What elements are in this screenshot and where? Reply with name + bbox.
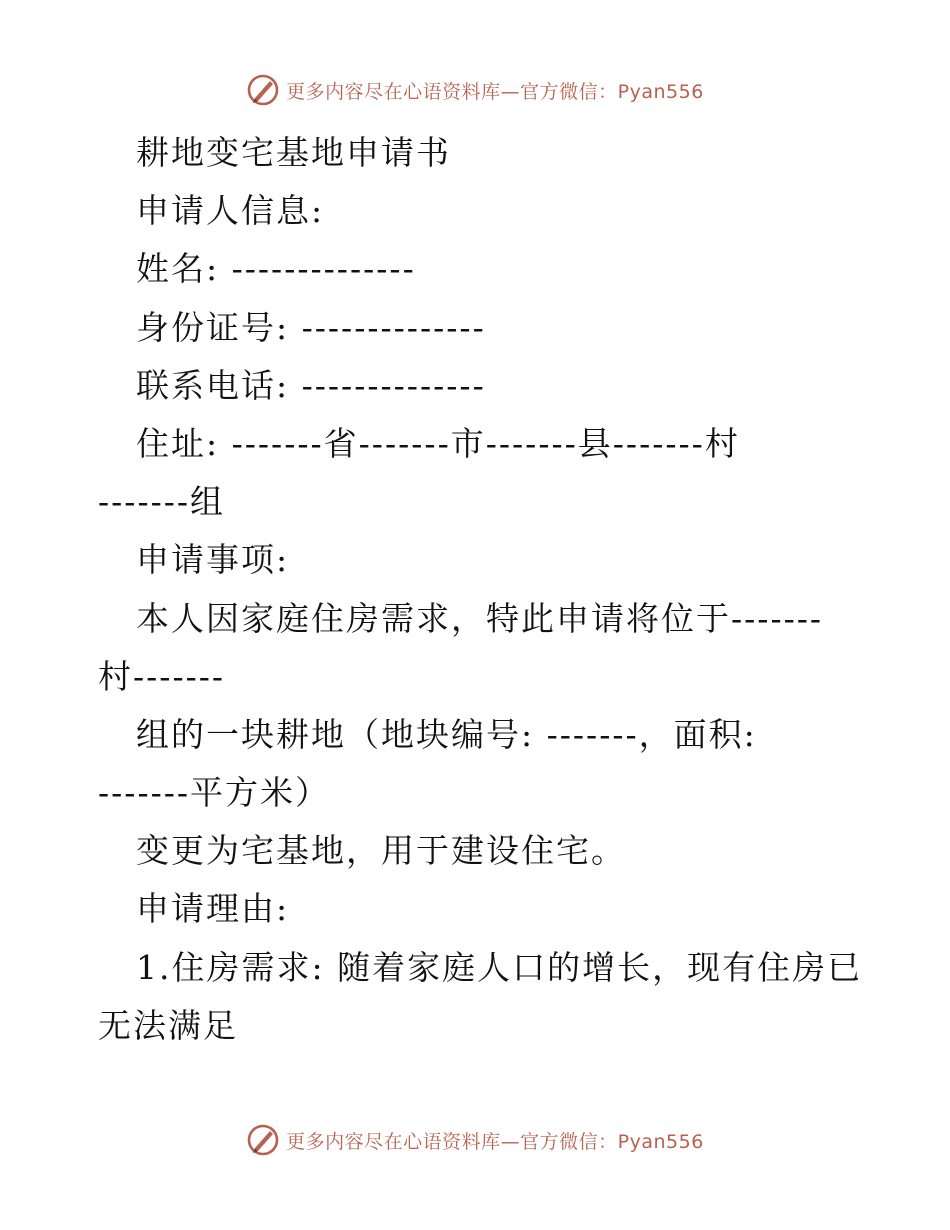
header-watermark (0, 70, 950, 110)
watermark-text: 更多内容尽在心语资料库—官方微信：Pyan556 (286, 80, 704, 103)
field-address: 住址: -------省-------市-------县-------村 (136, 423, 740, 463)
document-body (98, 124, 863, 1055)
paragraph-line: 1.住房需求: 随着家庭人口的增长，现有住房已 (136, 947, 863, 987)
footer-watermark (0, 1120, 950, 1160)
document-title: 耕地变宅基地申请书 (136, 133, 451, 172)
field-name: 姓名: -------------- (136, 249, 416, 289)
watermark-text: 更多内容尽在心语资料库—官方微信：Pyan556 (286, 1130, 704, 1153)
field-id-number: 身份证号: -------------- (136, 307, 486, 347)
field-phone: 联系电话: -------------- (136, 365, 486, 405)
section-application-items: 申请事项: (136, 540, 290, 580)
pen-logo-icon (246, 73, 280, 107)
paragraph-line: 本人因家庭住房需求，特此申请将位于------- (136, 598, 824, 638)
paragraph-line: 村------- (98, 656, 226, 696)
section-applicant-info: 申请人信息: (136, 191, 325, 231)
paragraph-line: 变更为宅基地，用于建设住宅。 (136, 831, 626, 871)
paragraph-line: 组的一块耕地（地块编号: -------，面积: (136, 714, 757, 754)
section-reasons: 申请理由: (136, 889, 290, 929)
paragraph-line: 无法满足 (98, 1005, 238, 1045)
pen-logo-icon (246, 1123, 280, 1157)
field-address-cont: -------组 (98, 482, 226, 522)
paragraph-line: -------平方米） (98, 773, 331, 813)
